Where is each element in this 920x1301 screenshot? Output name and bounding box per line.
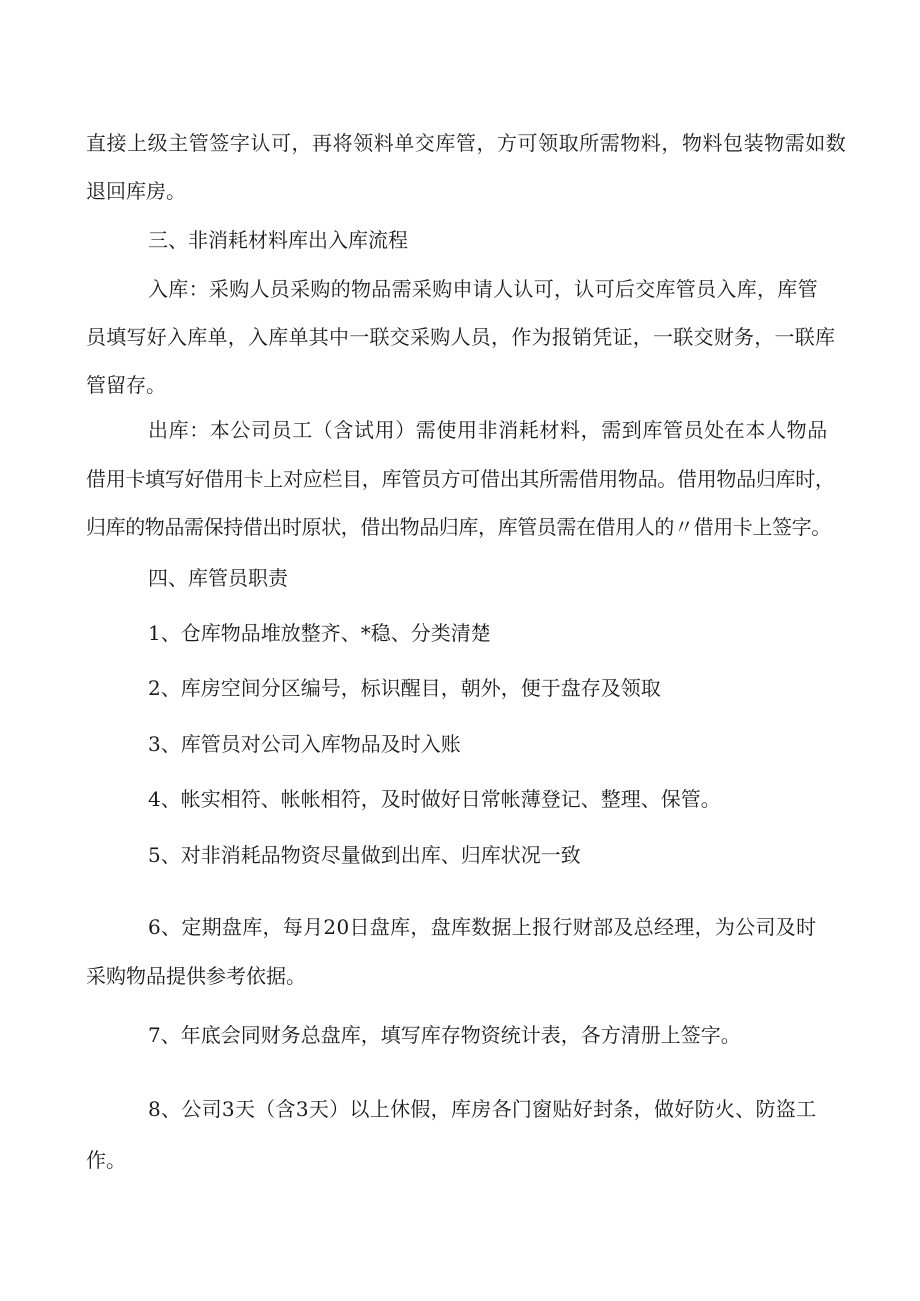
list-item: 8、公司3天（含3天）以上休假，库房各门窗贴好封条，做好防火、防盗工 <box>148 1097 817 1121</box>
list-item: 4、帐实相符、帐帐相符，及时做好日常帐薄登记、整理、保管。 <box>148 787 721 811</box>
list-item: 7、年底会同财务总盘库，填写库存物资统计表，各方清册上签字。 <box>148 1023 741 1047</box>
section-heading: 三、非消耗材料库出入库流程 <box>148 228 408 252</box>
paragraph-line: 出库：本公司员工（含试用）需使用非消耗材料，需到库管员处在本人物品 <box>148 418 828 442</box>
list-item: 2、库房空间分区编号，标识醒目，朝外，便于盘存及领取 <box>148 676 661 700</box>
paragraph-line: 作。 <box>86 1148 126 1172</box>
paragraph-line: 退回库房。 <box>86 179 186 203</box>
paragraph-line: 采购物品提供参考依据。 <box>86 964 306 988</box>
paragraph-line: 入库：采购人员采购的物品需采购申请人认可，认可后交库管员入库，库管 <box>148 277 818 301</box>
paragraph-line: 归库的物品需保持借出时原状，借出物品归库，库管员需在借用人的〃借用卡上签字。 <box>86 515 831 539</box>
list-item: 5、对非消耗品物资尽量做到出库、归库状况一致 <box>148 843 581 867</box>
paragraph-line: 管留存。 <box>86 373 166 397</box>
paragraph-line: 借用卡填写好借用卡上对应栏目，库管员方可借出其所需借用物品。借用物品归库时， <box>86 467 835 491</box>
list-item: 3、库管员对公司入库物品及时入账 <box>148 732 461 756</box>
list-item: 1、仓库物品堆放整齐、*稳、分类清楚 <box>148 621 491 645</box>
paragraph-line: 直接上级主管签字认可，再将领料单交库管，方可领取所需物料，物料包装物需如数 <box>86 131 847 155</box>
list-item: 6、定期盘库，每月20日盘库，盘库数据上报行财部及总经理，为公司及时 <box>148 915 817 939</box>
paragraph-line: 员填写好入库单，入库单其中一联交采购人员，作为报销凭证，一联交财务，一联库 <box>86 325 836 349</box>
section-heading: 四、库管员职责 <box>148 566 288 590</box>
